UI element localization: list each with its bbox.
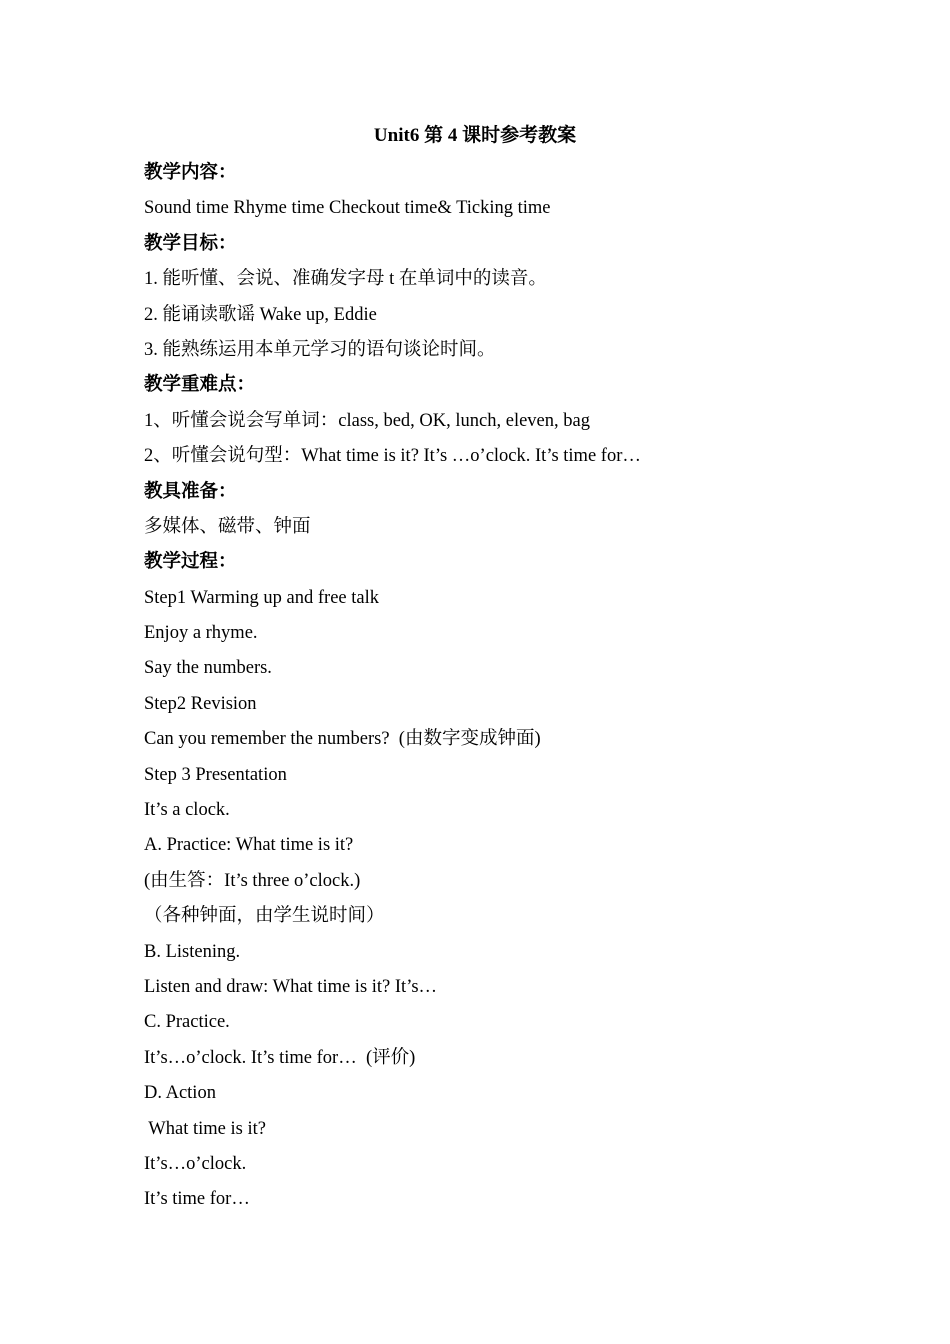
text-line: D. Action bbox=[144, 1083, 216, 1104]
text-line: Sound time Rhyme time Checkout time& Ticking time bbox=[144, 198, 551, 219]
document-title: Unit6 第 4 课时参考教案 bbox=[373, 125, 577, 146]
text-line: 3. 能熟练运用本单元学习的语句谈论时间。 bbox=[144, 339, 496, 360]
text-line: It’s time for… bbox=[144, 1189, 250, 1210]
text-line: Step2 Revision bbox=[144, 693, 257, 714]
text-line: Say the numbers. bbox=[144, 658, 272, 679]
text-line: 2、听懂会说句型：What time is it? It’s …o’clock. It’s time for… bbox=[144, 446, 641, 467]
text-line: 2. 能诵读歌谣 Wake up, Eddie bbox=[144, 304, 377, 325]
text-line: B. Listening. bbox=[144, 941, 241, 962]
section-heading: 教学重难点： bbox=[144, 375, 256, 396]
text-line: Step1 Warming up and free talk bbox=[144, 587, 380, 608]
section-heading: 教学过程： bbox=[144, 552, 237, 573]
text-line: Step 3 Presentation bbox=[144, 764, 287, 785]
text-line: Can you remember the numbers? (由数字变成钟面) bbox=[144, 729, 541, 750]
text-line: A. Practice: What time is it? bbox=[144, 835, 354, 856]
text-line: It’s…o’clock. bbox=[144, 1153, 247, 1174]
section-heading: 教学目标： bbox=[144, 233, 237, 254]
text-line: （各种钟面，由学生说时间） bbox=[144, 906, 385, 927]
text-line: Enjoy a rhyme. bbox=[144, 623, 258, 644]
document-page bbox=[144, 120, 806, 1218]
text-line: Listen and draw: What time is it? It’s… bbox=[144, 976, 438, 997]
text-line: It’s…o’clock. It’s time for… (评价) bbox=[144, 1047, 416, 1068]
text-line: It’s a clock. bbox=[144, 800, 230, 821]
document-body bbox=[144, 156, 806, 1218]
text-line: C. Practice. bbox=[144, 1012, 230, 1033]
section-heading: 教具准备： bbox=[144, 481, 237, 502]
text-line: What time is it? bbox=[144, 1118, 266, 1139]
section-heading: 教学内容： bbox=[144, 163, 237, 183]
text-line: (由生答：It’s three o’clock.) bbox=[144, 870, 361, 891]
text-line: 1、听懂会说会写单词：class, bed, OK, lunch, eleven, bag bbox=[144, 410, 590, 431]
text-line: 1. 能听懂、会说、准确发字母 t 在单词中的读音。 bbox=[144, 269, 547, 290]
text-line: 多媒体、磁带、钟面 bbox=[144, 516, 311, 537]
